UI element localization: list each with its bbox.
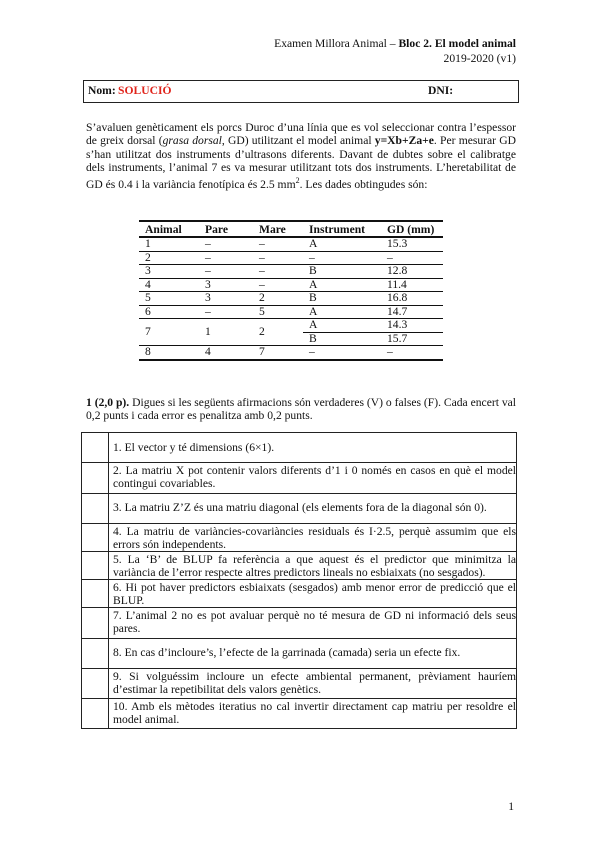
course-title: Examen Millora Animal – [274, 37, 399, 50]
list-item: 6. Hi pot haver predictors esbiaixats (sesgados) amb menor error de predicció que el BLUP. [81, 579, 517, 607]
academic-year: 2019-2020 (v1) [443, 52, 516, 65]
question-1 [86, 396, 516, 423]
answer-box[interactable] [82, 494, 109, 523]
list-item: 1. El vector y té dimensions (6×1). [81, 432, 517, 462]
table-row: 7 1 2 A 14.3 [139, 319, 443, 333]
list-item: 9. Si volguéssim incloure un efecte ambiental permanent, prèviament hauríem d’estimar la repetibilitat dels valors genètics. [81, 668, 517, 698]
page-header [274, 36, 516, 66]
table-row: 4 3 – A 11.4 [139, 278, 443, 292]
list-item: 10. Amb els mètodes iteratius no cal invertir directament cap matriu per resoldre el model animal. [81, 698, 517, 729]
table-row: 3 – – B 12.8 [139, 265, 443, 279]
question-text: Digues si les següents afirmacions són verdaderes (V) o falses (F). Cada encert val 0,2 punts i cada error es penalitza amb 0,2 punts. [86, 396, 516, 423]
table-row: 6 – 5 A 14.7 [139, 305, 443, 319]
list-item: 8. En cas d’incloure’s, l’efecte de la garrinada (camada) seria un efecte fix. [81, 638, 517, 668]
table-row: 5 3 2 B 16.8 [139, 292, 443, 306]
answer-box[interactable] [82, 552, 109, 579]
list-item: 5. La ‘B’ de BLUP fa referència a que aquest és el predictor que minimitza la variància de l’error respecte altres predictors lineals no esbiaixats (no sesgados). [81, 551, 517, 579]
answer-box[interactable] [82, 699, 109, 728]
list-item: 4. La matriu de variàncies-covariàncies residuals és I·2.5, perquè assumim que els errors són independents. [81, 523, 517, 551]
true-false-list [81, 432, 517, 729]
answer-box[interactable] [82, 669, 109, 698]
table-row: 1 – – A 15.3 [139, 237, 443, 251]
list-item: 2. La matriu X pot contenir valors diferents d’1 i 0 només en casos en què el model contingui covariables. [81, 462, 517, 493]
dni-label: DNI: [428, 84, 454, 97]
data-table [139, 220, 443, 361]
bloc-title: Bloc 2. El model animal [398, 37, 516, 50]
student-info-box [83, 80, 519, 103]
answer-box[interactable] [82, 608, 109, 638]
intro-paragraph: S’avaluen genèticament els porcs Duroc d’una línia que es vol seleccionar contra l’espessor de greix dorsal (grasa dorsal, GD) utilitzant el model animal y=Xb+Za+e. Per mesurar GD s’han utilitzat dos instruments d’ultrasons diferents. Davant de dubtes sobre el calibratge dels instruments, l’animal 7 es va mesurar utilitzant tots dos instruments. L’heretabilitat de GD és 0.4 i la variància fenotípica és 2.5 $mm^2$. Les dades obtingudes són: [86, 121, 516, 192]
list-item: 7. L’animal 2 no es pot avaluar perquè no té mesura de GD ni informació dels seus pares. [81, 607, 517, 638]
question-label: 1 (2,0 p). [86, 396, 130, 409]
table-row: 2 – – – – [139, 251, 443, 265]
table-row: B 15.7 [139, 332, 443, 346]
table-row: 8 4 7 – – [139, 346, 443, 360]
answer-box[interactable] [82, 433, 109, 462]
answer-box[interactable] [82, 463, 109, 493]
table-header-row: Animal Pare Mare Instrument GD (mm) [139, 221, 443, 237]
list-item: 3. La matriu Z’Z és una matriu diagonal (els elements fora de la diagonal són 0). [81, 493, 517, 523]
answer-box[interactable] [82, 639, 109, 668]
name-label: Nom: [88, 84, 116, 97]
name-value: SOLUCIÓ [118, 84, 172, 97]
page-number: 1 [508, 800, 514, 813]
answer-box[interactable] [82, 524, 109, 551]
answer-box[interactable] [82, 580, 109, 607]
